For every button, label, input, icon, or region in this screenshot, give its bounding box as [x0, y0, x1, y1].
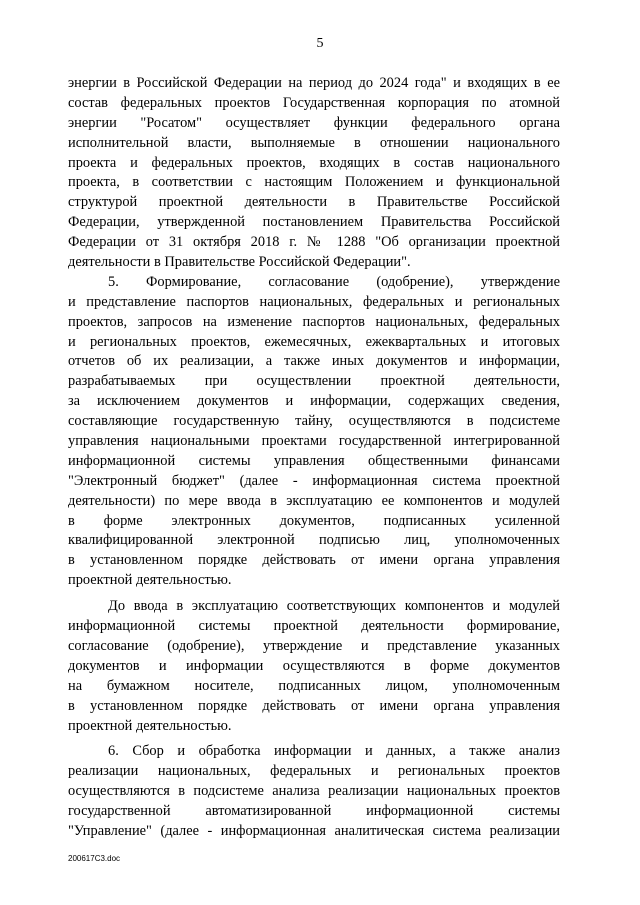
page-number: 5 [316, 36, 324, 51]
paragraph-item-6 [68, 742, 560, 841]
text-line: структурой проектной деятельности в Правительстве Российской [68, 194, 560, 211]
text-line: государственной автоматизированной информационной системы [68, 803, 560, 820]
document-body [68, 74, 560, 842]
text-line: исполнительной власти, выполняемые в отношении национального [68, 134, 560, 151]
text-line: и региональных проектов, ежемесячных, ежеквартальных и итоговых [68, 333, 560, 350]
text-line: состав федеральных проектов Государственная корпорация по атомной [68, 94, 560, 111]
text-line: проекта, в соответствии с настоящим Положением и функциональной [68, 174, 560, 191]
text-line: осуществляются в подсистеме анализа реализации национальных проектов [68, 783, 560, 800]
text-line: отчетов об их реализации, а также иных документов и информации, [68, 353, 560, 370]
text-line: реализации национальных, федеральных и региональных проектов [68, 763, 560, 780]
text-line: информационной системы проектной деятельности формирование, [68, 618, 560, 635]
text-line: проектов, запросов на изменение паспортов национальных, федеральных [68, 313, 560, 330]
text-line: за исключением документов и информации, содержащих сведения, [68, 393, 560, 410]
text-line: документов и информации осуществляются в форме документов [68, 657, 560, 674]
text-line: деятельности) по мере ввода в эксплуатацию ее компонентов и модулей [68, 492, 560, 509]
text-line: в установленном порядке действовать от имени органа управления [68, 552, 560, 569]
text-line: и представление паспортов национальных, федеральных и региональных [68, 293, 560, 310]
text-line: "Электронный бюджет" (далее - информационная система проектной [68, 472, 560, 489]
text-line: проектной деятельностью. [68, 717, 232, 734]
text-line: "Управление" (далее - информационная аналитическая система реализации [68, 822, 560, 839]
text-line: энергии "Росатом" осуществляет функции федерального органа [68, 114, 560, 131]
text-line: составляющие государственную тайну, осуществляются в подсистеме [68, 413, 560, 430]
text-line: 5. Формирование, согласование (одобрение), утверждение [108, 273, 560, 290]
text-line: Федерации, утвержденной постановлением Правительства Российской [68, 214, 560, 231]
text-line: в установленном порядке действовать от имени органа управления [68, 697, 560, 714]
text-line: согласование (одобрение), утверждение и представление указанных [68, 637, 560, 654]
text-line: на бумажном носителе, подписанных лицом, уполномоченным [68, 677, 560, 694]
document-filename-footer: 200617C3.doc [68, 854, 121, 863]
text-line: Федерации от 31 октября 2018 г. № 1288 "Об организации проектной [68, 234, 560, 251]
text-line: энергии в Российской Федерации на период до 2024 года" и входящих в ее [68, 75, 560, 91]
text-line: До ввода в эксплуатацию соответствующих компонентов и модулей [108, 598, 560, 615]
paragraph-continuation [68, 74, 560, 273]
text-line: разрабатываемых при осуществлении проектной деятельности, [68, 373, 560, 390]
text-line: квалифицированной электронной подписью лиц, уполномоченных [68, 532, 560, 549]
text-line: деятельности в Правительстве Российской Федерации". [68, 254, 411, 271]
text-line: проекта и федеральных проектов, входящих в состав национального [68, 154, 560, 171]
text-line: проектной деятельностью. [68, 572, 232, 589]
paragraph-transition [68, 597, 560, 736]
text-line: управления национальными проектами государственной интегрированной [68, 433, 560, 450]
text-line: информационной системы управления общественными финансами [68, 452, 560, 469]
text-line: в форме электронных документов, подписанных усиленной [68, 512, 560, 529]
paragraph-item-5 [68, 273, 560, 591]
text-line: 6. Сбор и обработка информации и данных, а также анализ [108, 743, 560, 760]
